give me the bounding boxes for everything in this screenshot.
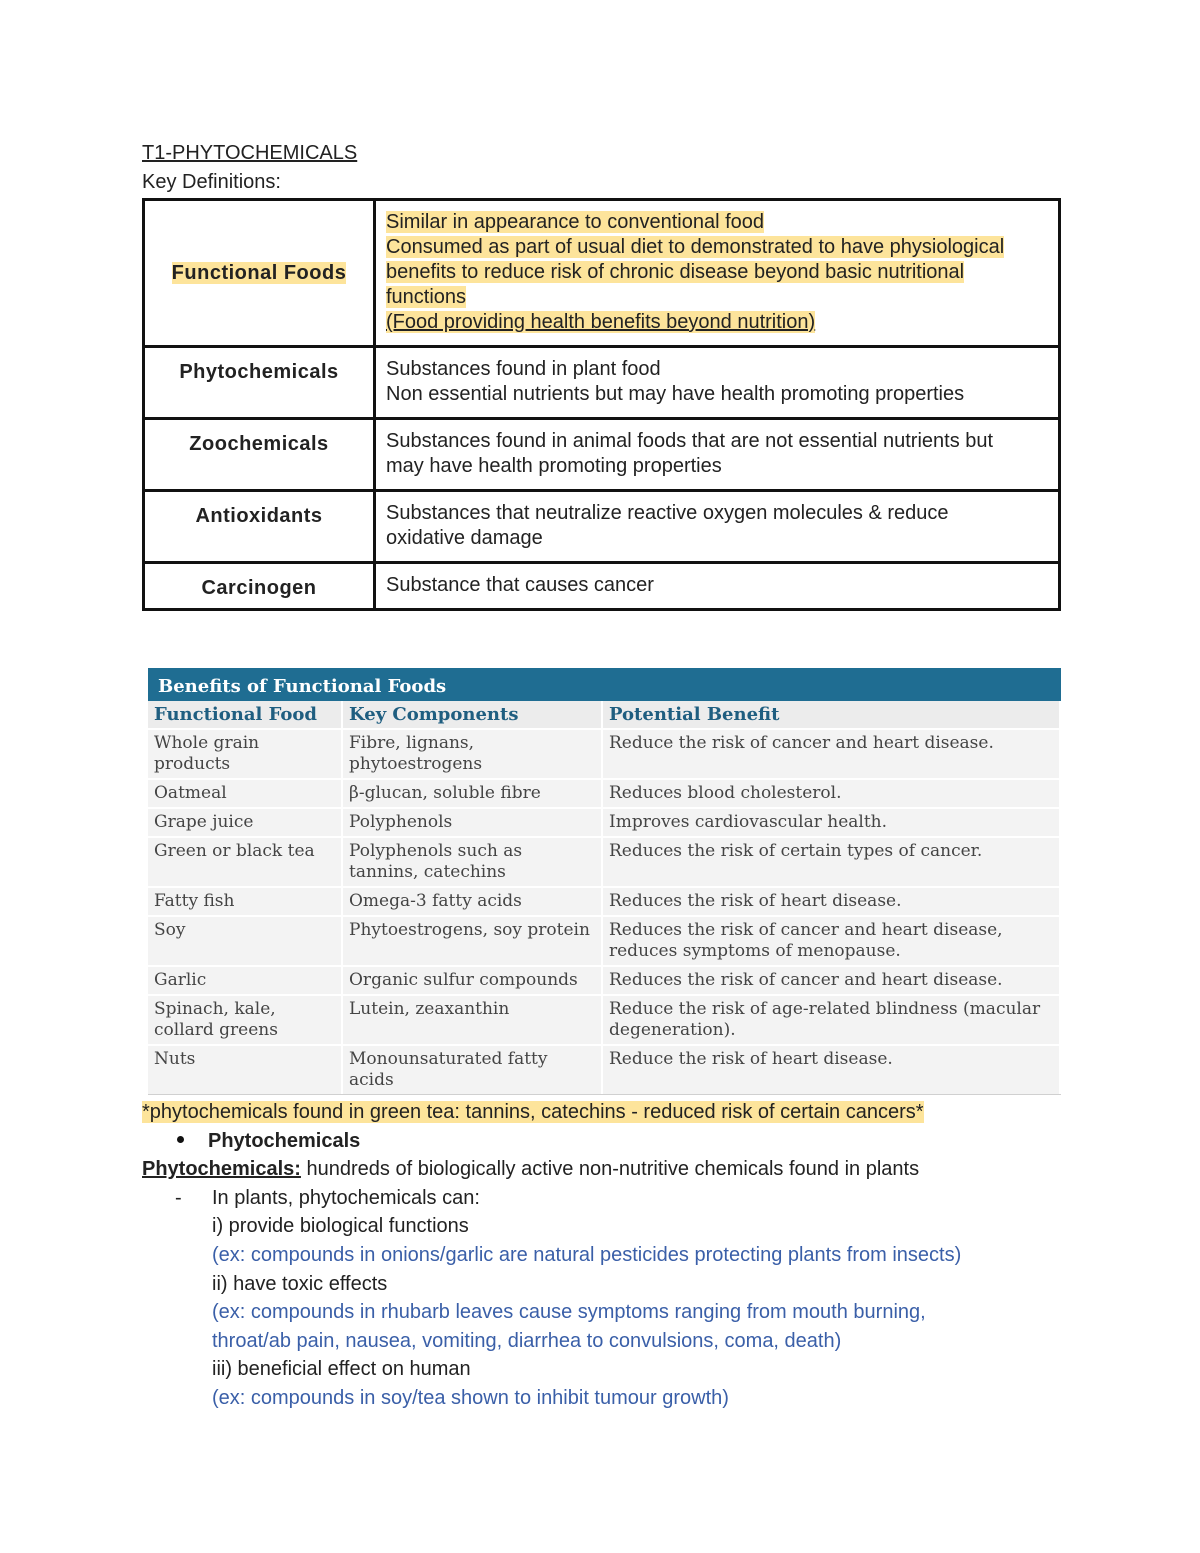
table-row <box>148 966 1060 995</box>
table-row <box>148 887 1060 916</box>
definition-row <box>144 419 1060 491</box>
phytochemicals-term: Phytochemicals: <box>142 1158 301 1181</box>
highlight-note: *phytochemicals found in green tea: tannins, catechins - reduced risk of certain cancers* <box>142 1101 924 1123</box>
sub-item: i) provide biological functions <box>212 1215 469 1238</box>
benefit-cell: Reduces the risk of certain types of cancer. <box>602 837 1060 887</box>
benefit-cell: Reduce the risk of age-related blindness (macular degeneration). <box>602 995 1060 1045</box>
food-cell: Soy <box>148 916 342 966</box>
benefits-header-row <box>148 701 1060 729</box>
column-header: Functional Food <box>148 701 342 729</box>
table-row <box>148 808 1060 837</box>
benefit-cell: Reduces blood cholesterol. <box>602 779 1060 808</box>
definition-text: Substances that neutralize reactive oxygen molecules & reduce oxidative damage <box>375 491 1060 563</box>
bullet-label: Phytochemicals <box>208 1129 361 1152</box>
definition-row <box>144 491 1060 563</box>
food-cell: Whole grain products <box>148 729 342 779</box>
component-cell: Fibre, lignans, phytoestrogens <box>342 729 602 779</box>
component-cell: Organic sulfur compounds <box>342 966 602 995</box>
benefits-title: Benefits of Functional Foods <box>148 668 1061 701</box>
table-row <box>148 995 1060 1045</box>
phytochemicals-definition: hundreds of biologically active non-nutritive chemicals found in plants <box>300 1158 920 1181</box>
component-cell: Omega-3 fatty acids <box>342 887 602 916</box>
food-cell: Oatmeal <box>148 779 342 808</box>
example-text: (ex: compounds in soy/tea shown to inhibit tumour growth) <box>212 1386 729 1409</box>
definition-term: Phytochemicals <box>144 347 375 419</box>
definition-term: Antioxidants <box>144 491 375 563</box>
table-row <box>148 729 1060 779</box>
food-cell: Grape juice <box>148 808 342 837</box>
benefits-figure <box>148 668 1061 1095</box>
bullet-dot-icon <box>177 1136 184 1143</box>
example-text: (ex: compounds in onions/garlic are natural pesticides protecting plants from insects) <box>212 1243 962 1266</box>
sub-item: iii) beneficial effect on human <box>212 1358 471 1381</box>
definition-text: Similar in appearance to conventional food Consumed as part of usual diet to demonstrated to have physiological benefits to reduce risk of chronic disease beyond basic nutritional functions (Food providing health benefits beyond nutrition) <box>375 200 1060 347</box>
benefit-cell: Reduces the risk of heart disease. <box>602 887 1060 916</box>
sub-item: ii) have toxic effects <box>212 1272 388 1295</box>
example-text: throat/ab pain, nausea, vomiting, diarrhea to convulsions, coma, death) <box>212 1329 842 1352</box>
dash-item: - In plants, phytochemicals can: <box>142 1184 1142 1213</box>
definition-term: Carcinogen <box>144 563 375 610</box>
definition-term: Zoochemicals <box>144 419 375 491</box>
benefits-table <box>148 701 1061 1094</box>
definition-row <box>144 347 1060 419</box>
definition-row <box>144 200 1060 347</box>
benefit-cell: Reduces the risk of cancer and heart disease, reduces symptoms of menopause. <box>602 916 1060 966</box>
definition-text: Substance that causes cancer <box>375 563 1060 610</box>
key-definitions-label: Key Definitions: <box>142 171 281 193</box>
document-title: T1-PHYTOCHEMICALS <box>142 142 358 164</box>
component-cell: Polyphenols <box>342 808 602 837</box>
dash-marker: - <box>175 1186 182 1209</box>
food-cell: Garlic <box>148 966 342 995</box>
table-row <box>148 779 1060 808</box>
definition-line <box>142 1155 1142 1184</box>
component-cell: Monounsaturated fatty acids <box>342 1045 602 1094</box>
food-cell: Nuts <box>148 1045 342 1094</box>
definitions-table <box>142 198 1061 611</box>
column-header: Key Components <box>342 701 602 729</box>
definition-text: Substances found in plant food Non essential nutrients but may have health promoting properties <box>375 347 1060 419</box>
example-text: (ex: compounds in rhubarb leaves cause symptoms ranging from mouth burning, <box>212 1301 926 1324</box>
table-row <box>148 837 1060 887</box>
column-header: Potential Benefit <box>602 701 1060 729</box>
table-row <box>148 916 1060 966</box>
bullet-item <box>142 1127 1142 1156</box>
component-cell: β-glucan, soluble fibre <box>342 779 602 808</box>
benefit-cell: Reduce the risk of cancer and heart disease. <box>602 729 1060 779</box>
component-cell: Phytoestrogens, soy protein <box>342 916 602 966</box>
notes-section <box>142 1098 1142 1413</box>
benefit-cell: Improves cardiovascular health. <box>602 808 1060 837</box>
definition-row <box>144 563 1060 610</box>
table-row <box>148 1045 1060 1094</box>
definition-text: Substances found in animal foods that are not essential nutrients but may have health promoting properties <box>375 419 1060 491</box>
food-cell: Spinach, kale, collard greens <box>148 995 342 1045</box>
benefit-cell: Reduces the risk of cancer and heart disease. <box>602 966 1060 995</box>
benefit-cell: Reduce the risk of heart disease. <box>602 1045 1060 1094</box>
food-cell: Green or black tea <box>148 837 342 887</box>
component-cell: Lutein, zeaxanthin <box>342 995 602 1045</box>
definition-term: Functional Foods <box>144 200 375 347</box>
component-cell: Polyphenols such as tannins, catechins <box>342 837 602 887</box>
food-cell: Fatty fish <box>148 887 342 916</box>
